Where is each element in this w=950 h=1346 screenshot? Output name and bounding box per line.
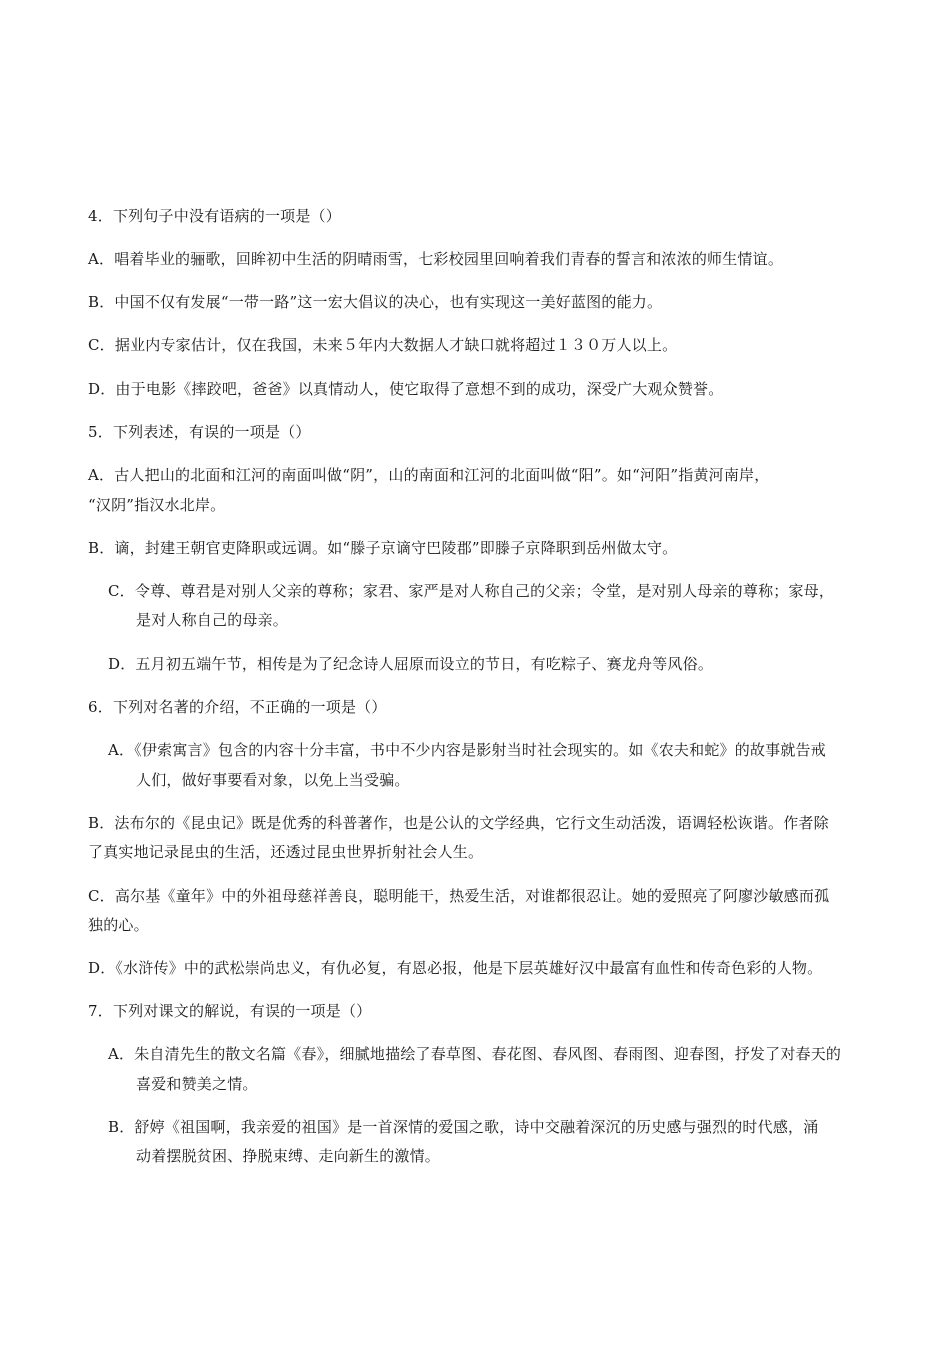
question-5-option-a-line-1: A．古人把山的北面和江河的南面叫做“阴”，山的南面和江河的北面叫做“阳”。如“河阳”指黄河南岸， bbox=[88, 466, 770, 484]
question-6-stem: 6．下列对名著的介绍，不正确的一项是（） bbox=[88, 698, 387, 716]
question-7-stem: 7．下列对课文的解说，有误的一项是（） bbox=[88, 1002, 372, 1020]
question-4-option-b: B．中国不仅有发展“一带一路”这一宏大倡议的决心，也有实现这一美好蓝图的能力。 bbox=[88, 293, 663, 311]
question-7-option-a-line-2: 喜爱和赞美之情。 bbox=[136, 1075, 258, 1093]
question-4-option-d: D．由于电影《摔跤吧，爸爸》以真情动人，使它取得了意想不到的成功，深受广大观众赞誉。 bbox=[88, 380, 724, 398]
question-5-option-c-line-2: 是对人称自己的母亲。 bbox=[136, 611, 289, 629]
question-6-option-d: D．《水浒传》中的武松崇尚忠义，有仇必复，有恩必报，他是下层英雄好汉中最富有血性和传奇色彩的人物。 bbox=[88, 959, 823, 977]
question-4-option-a: A．唱着毕业的骊歌，回眸初中生活的阴晴雨雪，七彩校园里回响着我们青春的誓言和浓浓的师生情谊。 bbox=[88, 250, 784, 268]
question-6-option-c-line-1: C．高尔基《童年》中的外祖母慈祥善良，聪明能干，热爱生活，对谁都很忍让。她的爱照亮了阿廖沙敏感而孤 bbox=[88, 887, 830, 905]
question-4-option-c: C．据业内专家估计，仅在我国，未来５年内大数据人才缺口就将超过１３０万人以上。 bbox=[88, 336, 678, 354]
question-7-option-a-line-1: A．朱自清先生的散文名篇《春》，细腻地描绘了春草图、春花图、春风图、春雨图、迎春图，抒发了对春天的 bbox=[108, 1045, 842, 1063]
question-7-option-b-line-1: B．舒婷《祖国啊，我亲爱的祖国》是一首深情的爱国之歌，诗中交融着深沉的历史感与强烈的时代感，涌 bbox=[108, 1118, 819, 1136]
question-4-stem: 4．下列句子中没有语病的一项是（） bbox=[88, 207, 341, 225]
question-6-option-b-line-2: 了真实地记录昆虫的生活，还透过昆虫世界折射社会人生。 bbox=[88, 843, 484, 861]
question-5-option-d: D．五月初五端午节，相传是为了纪念诗人屈原而设立的节日，有吃粽子、赛龙舟等风俗。 bbox=[108, 655, 714, 673]
question-5-option-c-line-1: C．令尊、尊君是对别人父亲的尊称；家君、家严是对人称自己的父亲；令堂，是对别人母亲的尊称；家母， bbox=[108, 582, 835, 600]
question-5-option-b: B．谪，封建王朝官吏降职或远调。如“滕子京谪守巴陵郡”即滕子京降职到岳州做太守。 bbox=[88, 539, 678, 557]
question-6-option-b-line-1: B．法布尔的《昆虫记》既是优秀的科普著作，也是公认的文学经典，它行文生动活泼，语调轻松诙谐。作者除 bbox=[88, 814, 829, 832]
question-5-option-a-line-2: “汉阴”指汉水北岸。 bbox=[88, 496, 226, 514]
question-6-option-c-line-2: 独的心。 bbox=[88, 916, 149, 934]
question-6-option-a-line-2: 人们，做好事要看对象，以免上当受骗。 bbox=[136, 771, 410, 789]
question-5-stem: 5．下列表述，有误的一项是（） bbox=[88, 423, 311, 441]
question-6-option-a-line-1: A．《伊索寓言》包含的内容十分丰富，书中不少内容是影射当时社会现实的。如《农夫和蛇》的故事就告戒 bbox=[108, 741, 826, 759]
question-7-option-b-line-2: 动着摆脱贫困、挣脱束缚、走向新生的激情。 bbox=[136, 1147, 441, 1165]
